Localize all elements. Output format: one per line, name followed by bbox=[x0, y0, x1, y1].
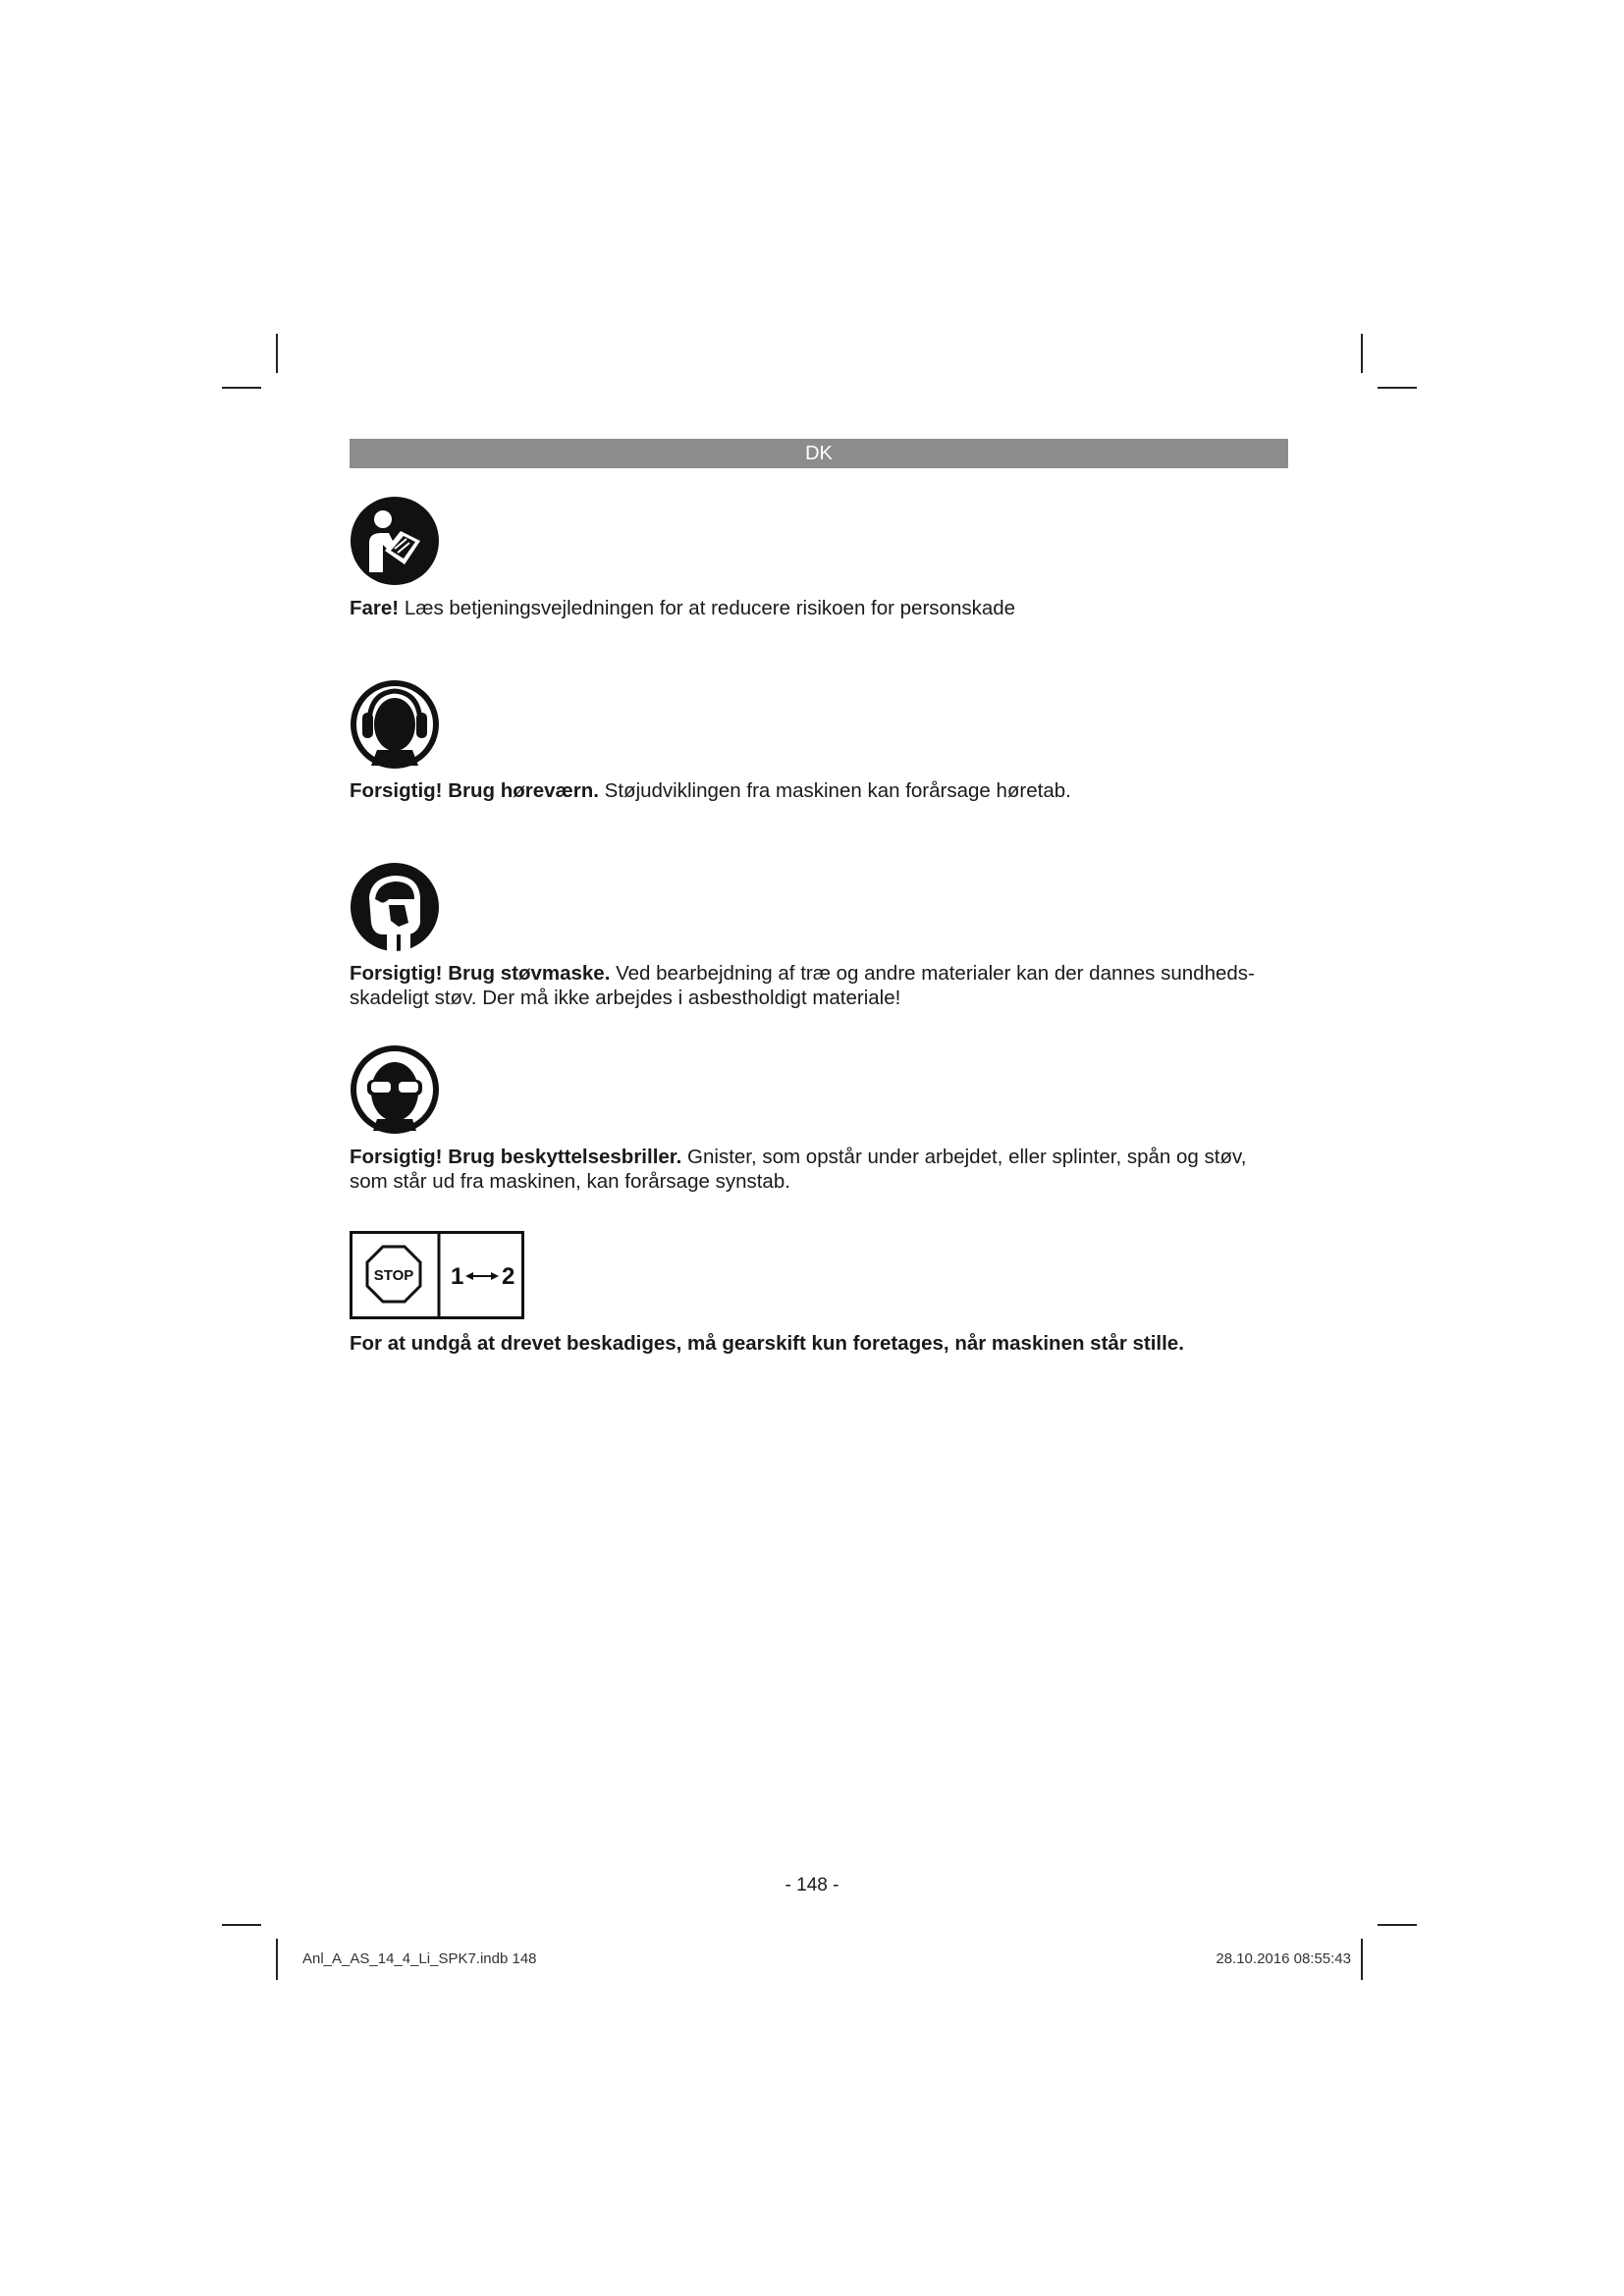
section-title: Forsigtig! Brug beskyttelsesbriller. bbox=[350, 1146, 682, 1168]
crop-mark bbox=[276, 1939, 278, 1980]
section-safety-goggles bbox=[350, 1145, 1292, 1194]
ear-protection-icon bbox=[350, 679, 440, 770]
section-text: Støjudviklingen fra maskinen kan forårsage høretab. bbox=[598, 779, 1071, 802]
crop-mark bbox=[1378, 387, 1417, 389]
crop-mark bbox=[1361, 334, 1363, 373]
section-text: som står ud fra maskinen, kan forårsage synstab. bbox=[350, 1170, 790, 1193]
stop-gearshift-icon bbox=[350, 1231, 524, 1319]
section-text: Ved bearbejdning af træ og andre materialer kan der dannes sundheds- bbox=[610, 962, 1255, 985]
section-dust-mask bbox=[350, 961, 1292, 1010]
crop-mark bbox=[222, 1924, 261, 1926]
gear-to: 2 bbox=[502, 1263, 515, 1290]
section-title: Forsigtig! Brug høreværn. bbox=[350, 779, 599, 802]
crop-mark bbox=[1378, 1924, 1417, 1926]
language-header: DK bbox=[350, 439, 1288, 468]
dust-mask-icon bbox=[350, 862, 440, 952]
section-title: Fare! bbox=[350, 597, 400, 619]
section-gearshift bbox=[350, 1331, 1292, 1356]
safety-goggles-icon bbox=[350, 1044, 440, 1135]
section-title: For at undgå at drevet beskadiges, må gearskift kun foretages, når maskinen står stille. bbox=[350, 1332, 1184, 1355]
section-read-manual bbox=[350, 596, 1292, 620]
crop-mark bbox=[276, 334, 278, 373]
section-text: skadeligt støv. Der må ikke arbejdes i asbestholdigt materiale! bbox=[350, 987, 901, 1009]
crop-mark bbox=[222, 387, 261, 389]
crop-mark bbox=[1361, 1939, 1363, 1980]
page-number: - 148 - bbox=[785, 1875, 839, 1896]
read-manual-icon bbox=[350, 496, 440, 586]
section-text: Læs betjeningsvejledningen for at reducere risikoen for personskade bbox=[399, 597, 1016, 619]
section-ear-protection bbox=[350, 778, 1292, 803]
footer-timestamp: 28.10.2016 08:55:43 bbox=[1216, 1950, 1351, 1967]
stop-label: STOP bbox=[373, 1267, 414, 1284]
section-text: Gnister, som opstår under arbejdet, eller splinter, spån og støv, bbox=[681, 1146, 1247, 1168]
section-title: Forsigtig! Brug støvmaske. bbox=[350, 962, 611, 985]
footer-file: Anl_A_AS_14_4_Li_SPK7.indb 148 bbox=[302, 1950, 537, 1967]
gear-from: 1 bbox=[451, 1263, 464, 1290]
